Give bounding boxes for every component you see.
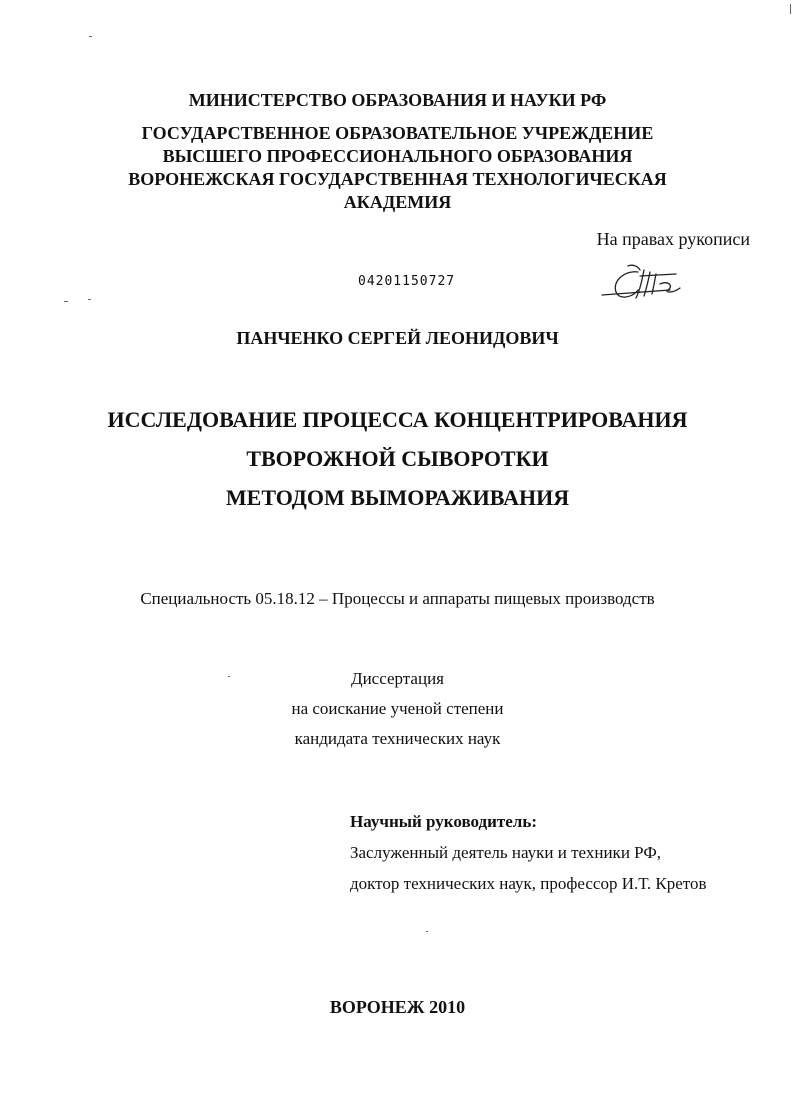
degree-line: на соискание ученой степени [291, 699, 504, 718]
degree-line: Диссертация [350, 669, 444, 688]
supervisor-block [350, 806, 707, 899]
institution-name [0, 122, 795, 214]
supervisor-heading: Научный руководитель: [350, 812, 537, 831]
scan-speck [426, 931, 428, 932]
dissertation-degree [0, 664, 795, 754]
dissertation-title [0, 400, 795, 517]
institution-line: ВЫСШЕГО ПРОФЕССИОНАЛЬНОГО ОБРАЗОВАНИЯ [162, 146, 633, 166]
title-line: ИССЛЕДОВАНИЕ ПРОЦЕССА КОНЦЕНТРИРОВАНИЯ [107, 407, 688, 432]
author-name: ПАНЧЕНКО СЕРГЕЙ ЛЕОНИДОВИЧ [236, 328, 559, 348]
document-code: 04201150727 [358, 274, 456, 289]
ministry-name: МИНИСТЕРСТВО ОБРАЗОВАНИЯ И НАУКИ РФ [188, 90, 607, 110]
scan-speck [88, 299, 91, 300]
scan-speck [790, 4, 791, 14]
specialty-line: Специальность 05.18.12 – Процессы и аппараты пищевых производств [140, 589, 655, 608]
degree-line: кандидата технических наук [294, 729, 501, 748]
scan-speck [228, 676, 230, 677]
title-line: МЕТОДОМ ВЫМОРАЖИВАНИЯ [225, 485, 570, 510]
scan-speck [64, 301, 68, 302]
handwritten-signature [598, 262, 698, 306]
institution-line: ГОСУДАРСТВЕННОЕ ОБРАЗОВАТЕЛЬНОЕ УЧРЕЖДЕНИЕ [141, 123, 654, 143]
institution-line: АКАДЕМИЯ [343, 192, 452, 212]
city-year: ВОРОНЕЖ 2010 [329, 997, 466, 1017]
manuscript-rights-note: На правах рукописи [596, 229, 750, 249]
supervisor-line: Заслуженный деятель науки и техники РФ, [350, 843, 662, 862]
supervisor-line: доктор технических наук, профессор И.Т. Кретов [350, 874, 707, 893]
title-line: ТВОРОЖНОЙ СЫВОРОТКИ [246, 446, 549, 471]
scan-speck [89, 36, 92, 37]
institution-line: ВОРОНЕЖСКАЯ ГОСУДАРСТВЕННАЯ ТЕХНОЛОГИЧЕСКАЯ [128, 169, 667, 189]
